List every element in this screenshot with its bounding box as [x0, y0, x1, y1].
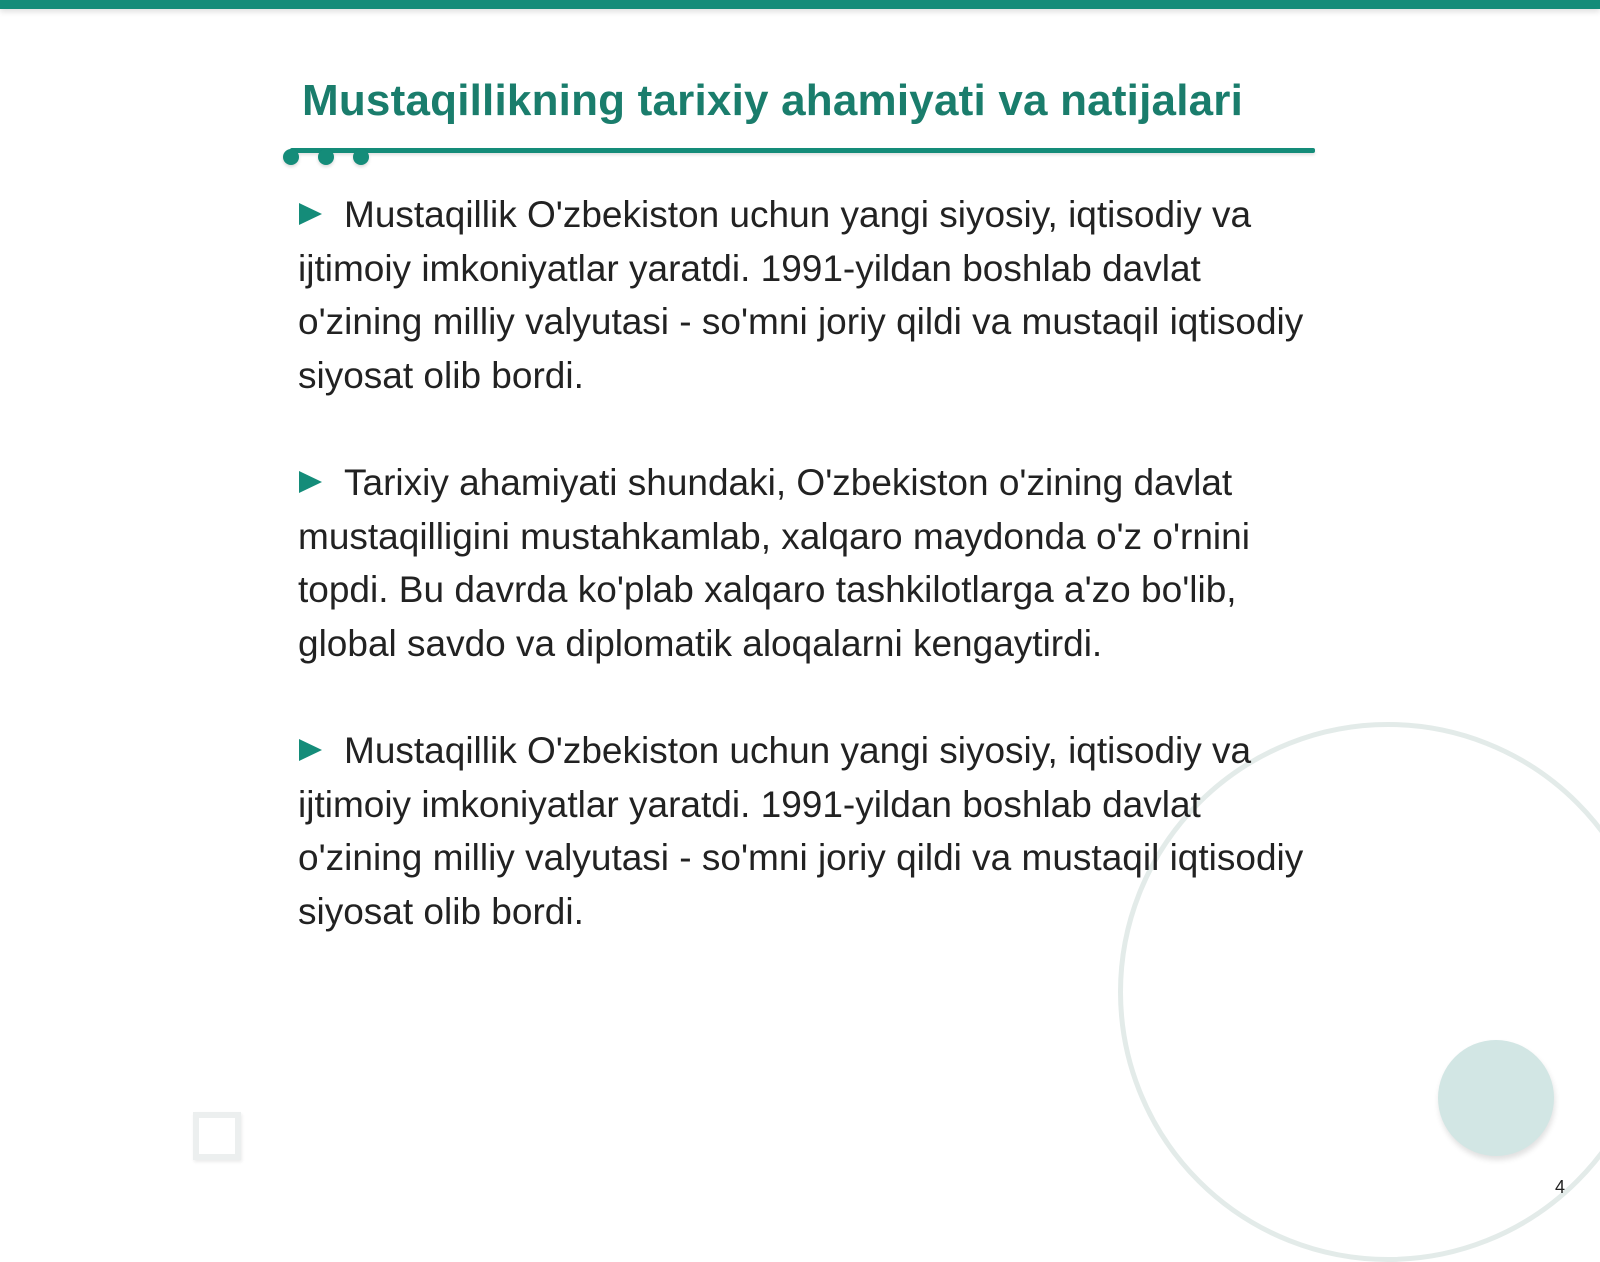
bullet-list: [298, 188, 1308, 992]
bullet-text: Mustaqillik O'zbekiston uchun yangi siyosiy, iqtisodiy va ijtimoiy imkoniyatlar yaratdi. 1991-yildan boshlab davlat o'zining milliy valyutasi - so'mni joriy qildi va mustaqil iqtisodiy siyosat olib bordi.: [298, 194, 1304, 396]
title-dot: [283, 149, 299, 165]
title-underline: [290, 148, 1315, 153]
triangle-right-icon: [299, 739, 322, 761]
slide-title: Mustaqillikning tarixiy ahamiyati va natijalari: [302, 76, 1244, 125]
bullet-item: [298, 456, 1308, 670]
page-number: 4: [1555, 1177, 1566, 1197]
triangle-right-icon: [299, 203, 322, 225]
bullet-item: [298, 188, 1308, 402]
title-dot: [353, 149, 369, 165]
decorative-square: [193, 1112, 241, 1160]
decorative-circle: [1438, 1040, 1554, 1156]
top-accent-bar: [0, 0, 1600, 9]
bullet-item: [298, 724, 1308, 938]
bullet-text: Tarixiy ahamiyati shundaki, O'zbekiston o'zining davlat mustaqilligini mustahkamlab, xalqaro maydonda o'z o'rnini topdi. Bu davrda ko'plab xalqaro tashkilotlarga a'zo bo'lib, global savdo va diplomatik aloqalarni kengaytirdi.: [298, 462, 1250, 664]
bullet-text: Mustaqillik O'zbekiston uchun yangi siyosiy, iqtisodiy va ijtimoiy imkoniyatlar yaratdi. 1991-yildan boshlab davlat o'zining milliy valyutasi - so'mni joriy qildi va mustaqil iqtisodiy siyosat olib bordi.: [298, 730, 1304, 932]
triangle-right-icon: [299, 471, 322, 493]
title-dot: [318, 149, 334, 165]
